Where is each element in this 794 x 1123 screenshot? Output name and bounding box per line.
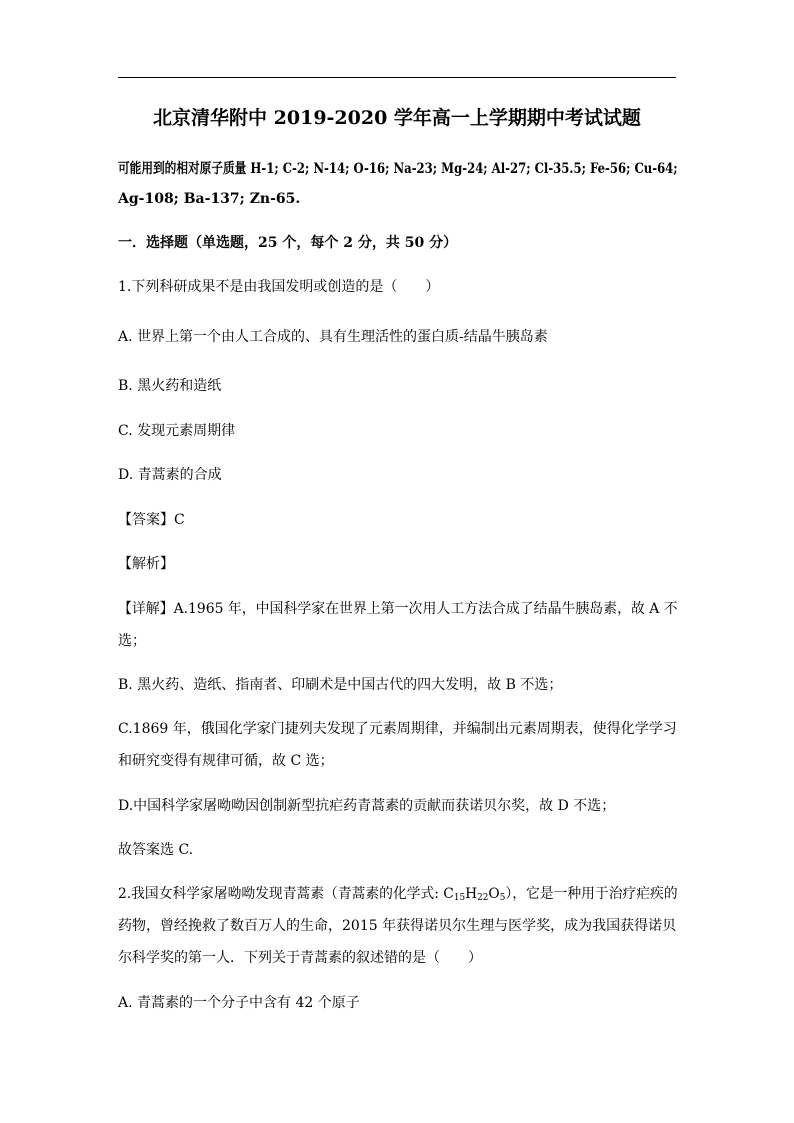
q1-detail-b: B. 黑火药、造纸、指南者、印刷术是中国古代的四大发明，故 B 不选； [118, 677, 563, 693]
q1-detail-line-2: 选； [118, 633, 146, 649]
q1-option-b: B. 黑火药和造纸 [118, 378, 222, 394]
q2-stem-line-2: 药物，曾经挽救了数百万人的生命，2015 年获得诺贝尔生理与医学奖，成为我国获得诺贝 [118, 918, 677, 934]
q1-option-d: D. 青蒿素的合成 [118, 467, 222, 483]
q1-detail-d: D.中国科学家屠呦呦因创制新型抗疟药青蒿素的贡献而获诺贝尔奖，故 D 不选； [118, 798, 616, 814]
q1-answer: 【答案】C [118, 512, 185, 528]
q2-option-a: A. 青蒿素的一个分子中含有 42 个原子 [118, 995, 360, 1011]
formula-h: H [465, 886, 478, 902]
q1-detail-line-1: 【详解】A.1965 年，中国科学家在世界上第一次用人工方法合成了结晶牛胰岛素，故 A 不 [118, 601, 678, 617]
q2-stem-line-3: 尔科学奖的第一人．下列关于青蒿素的叙述错的是（ ） [118, 950, 482, 966]
q1-conclusion: 故答案选 C. [118, 842, 194, 858]
formula-subscript-h: 22 [477, 893, 489, 903]
formula-o: O [488, 886, 500, 902]
section-heading: 一．选择题（单选题，25 个，每个 2 分，共 50 分） [118, 235, 458, 251]
q1-detail-c-line-1: C.1869 年，俄国化学家门捷列夫发现了元素周期律，并编制出元素周期表，使得化学学习 [118, 721, 677, 737]
q2-stem-line-1 [118, 885, 678, 903]
q1-detail-c-line-2: 和研究变得有规律可循，故 C 选； [118, 753, 334, 769]
q2-stem-prefix: 2.我国女科学家屠呦呦发现青蒿素（青蒿素的化学式: C [118, 886, 454, 902]
atomic-mass-line-1: 可能用到的相对原子质量 H-1; C-2; N-14; O-16; Na-23; Mg-24; Al-27; Cl-35.5; Fe-56; Cu-64; [118, 161, 678, 177]
formula-subscript-o: 5 [499, 893, 506, 903]
q1-option-c: C. 发现元素周期律 [118, 423, 236, 439]
atomic-mass-line-2: Ag-108; Ba-137; Zn-65. [118, 191, 301, 207]
formula-subscript-c: 15 [453, 893, 466, 903]
q1-analysis-label: 【解析】 [118, 556, 174, 572]
page-title: 北京清华附中 2019-2020 学年高一上学期期中考试试题 [153, 107, 641, 129]
q1-option-a: A. 世界上第一个由人工合成的、具有生理活性的蛋白质-结晶牛胰岛素 [118, 329, 548, 345]
q2-stem-suffix: ），它是一种用于治疗疟疾的 [505, 886, 678, 902]
header-rule [118, 77, 676, 78]
q1-stem: 1.下列科研成果不是由我国发明或创造的是（ ） [118, 279, 440, 295]
